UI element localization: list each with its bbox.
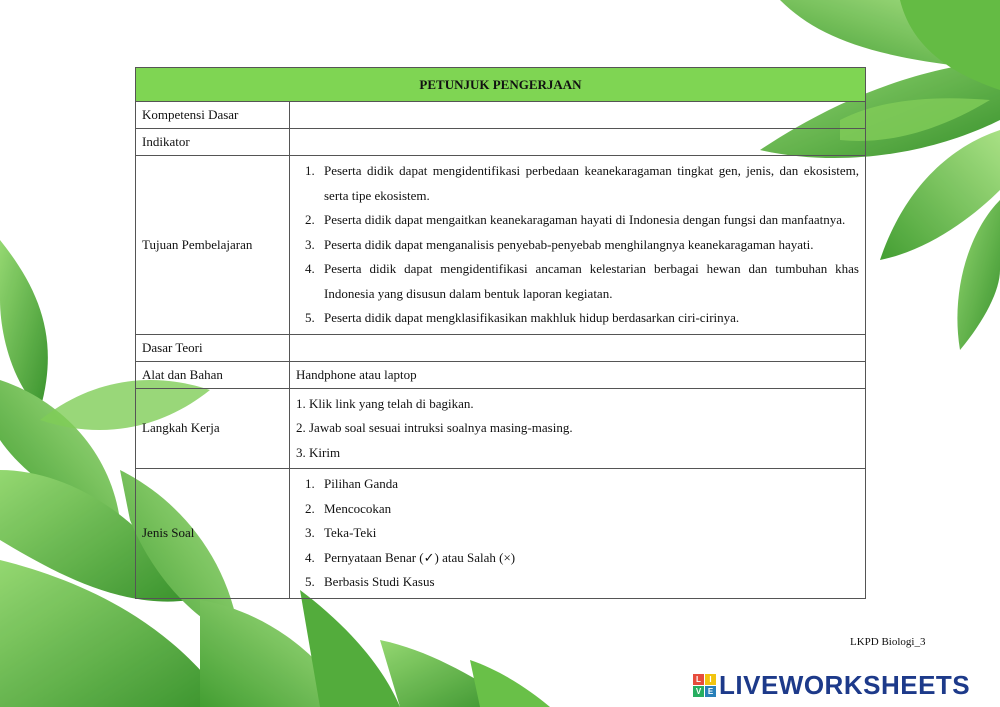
- langkah-list: [296, 389, 859, 469]
- list-item: 5. Peserta didik dapat mengklasifikasikan makhluk hidup berdasarkan ciri-cirinya.: [318, 306, 859, 331]
- table-row: [136, 156, 866, 335]
- table-row: [136, 102, 866, 129]
- list-item: 4. Peserta didik dapat mengidentifikasi ancaman kelestarian berbagai hewan dan tumbuhan khas Indonesia yang disusun dalam bentuk laporan kegiatan.: [318, 257, 859, 306]
- liveworksheets-logo[interactable]: [693, 670, 970, 701]
- table-row: [136, 361, 866, 388]
- table-row: [136, 129, 866, 156]
- list-item: 3. Teka-Teki: [318, 521, 859, 546]
- dasar-teori-label: Dasar Teori: [136, 334, 290, 361]
- table-row: [136, 388, 866, 469]
- list-item: 1. Peserta didik dapat mengidentifikasi perbedaan keanekaragaman tingkat gen, jenis, dan ekosistem, serta tipe ekosistem.: [318, 159, 859, 208]
- langkah-kerja-value: [290, 388, 866, 469]
- kompetensi-dasar-value: [290, 102, 866, 129]
- list-item: 1. Pilihan Ganda: [318, 472, 859, 497]
- logo-letter: I: [705, 674, 716, 685]
- dasar-teori-value: [290, 334, 866, 361]
- document-code: LKPD Biologi_3: [850, 636, 926, 648]
- kompetensi-dasar-label: Kompetensi Dasar: [136, 102, 290, 129]
- jenis-soal-value: [290, 469, 866, 599]
- table-title: PETUNJUK PENGERJAAN: [136, 68, 866, 102]
- tujuan-list: [296, 156, 859, 334]
- logo-letter: V: [693, 686, 704, 697]
- langkah-kerja-label: Langkah Kerja: [136, 388, 290, 469]
- instruction-table: [135, 67, 866, 599]
- list-item: 1. Klik link yang telah di bagikan.: [296, 395, 474, 411]
- alat-bahan-value: Handphone atau laptop: [290, 361, 866, 388]
- logo-letter: L: [693, 674, 704, 685]
- jenis-soal-label: Jenis Soal: [136, 469, 290, 599]
- tujuan-label: Tujuan Pembelajaran: [136, 156, 290, 335]
- logo-icon: [693, 674, 716, 697]
- alat-bahan-label: Alat dan Bahan: [136, 361, 290, 388]
- indikator-value: [290, 129, 866, 156]
- brand-name: LIVEWORKSHEETS: [719, 670, 971, 700]
- list-item: 3. Kirim: [296, 444, 341, 460]
- table-row: [136, 334, 866, 361]
- logo-letter: E: [705, 686, 716, 697]
- jenis-soal-list: [296, 469, 859, 598]
- table-row: [136, 469, 866, 599]
- list-item: 3. Peserta didik dapat menganalisis penyebab-penyebab menghilangnya keanekaragaman hayati.: [318, 233, 859, 258]
- list-item: 5. Berbasis Studi Kasus: [318, 570, 859, 595]
- list-item: 2. Jawab soal sesuai intruksi soalnya masing-masing.: [296, 420, 573, 435]
- tujuan-value: [290, 156, 866, 335]
- list-item: 4. Pernyataan Benar (✓) atau Salah (×): [318, 546, 859, 571]
- list-item: 2. Peserta didik dapat mengaitkan keanekaragaman hayati di Indonesia dengan fungsi dan manfaatnya.: [318, 208, 859, 233]
- list-item: 2. Mencocokan: [318, 497, 859, 522]
- indikator-label: Indikator: [136, 129, 290, 156]
